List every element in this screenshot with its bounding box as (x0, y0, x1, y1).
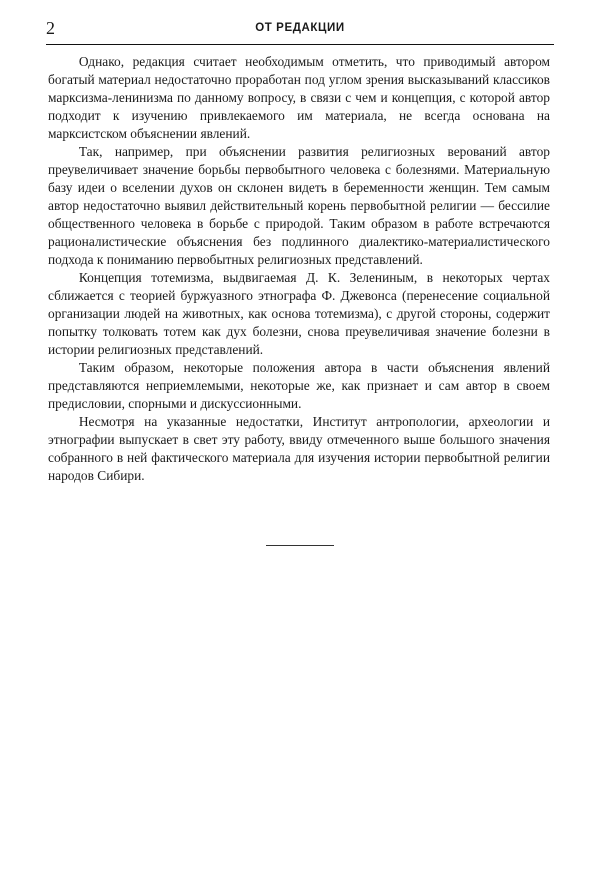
paragraph-1: Однако, редакция считает необходимым отметить, что приводимый автором богатый материал недостаточно проработан под углом зрения высказываний классиков марксизма-ленинизма по данному вопросу, в связи с чем и концепция, с которой автор подходит к изучению привлекаемого им материала, не всегда основана на марксистском объяснении явлений. (48, 54, 550, 141)
page-header (46, 14, 554, 40)
end-rule (266, 545, 334, 546)
header-rule (46, 44, 554, 45)
paragraph-3: Концепция тотемизма, выдвигаемая Д. К. Зелениным, в некоторых чертах сближается с теорией буржуазного этнографа Ф. Джевонса (перенесение социальной организации людей на животных, как основа тотемизма), с другой стороны, содержит попытку толковать тотем как дух болезни, снова преувеличивая значение болезни в истории религиозных представлений. (48, 270, 550, 357)
page-number: 2 (46, 18, 55, 38)
body-text (48, 53, 550, 485)
section-title: ОТ РЕДАКЦИИ (255, 22, 345, 34)
paragraph-2: Так, например, при объяснении развития религиозных верований автор преувеличивает значение борьбы первобытного человека с болезнями. Материальную базу идеи о вселении духов он склонен видеть в беременности женщин. Тем самым автор недостаточно выявил действительный корень первобытной религии — бессилие общественного человека в борьбе с природой. Таким образом в работе встречаются рационалистические объяснения без подлинного диалектико-материалистического подхода к пониманию первобытных религиозных представлений. (48, 144, 550, 267)
paragraph-4: Таким образом, некоторые положения автора в части объяснения явлений представляются неприемлемыми, некоторые же, как признает и сам автор в своем предисловии, спорными и дискуссионными. (48, 360, 550, 411)
paragraph-5: Несмотря на указанные недостатки, Институт антропологии, археологии и этнографии выпускает в свет эту работу, ввиду отмеченного выше большого значения собранного в ней фактического материала для изучения истории первобытной религии народов Сибири. (48, 414, 550, 483)
